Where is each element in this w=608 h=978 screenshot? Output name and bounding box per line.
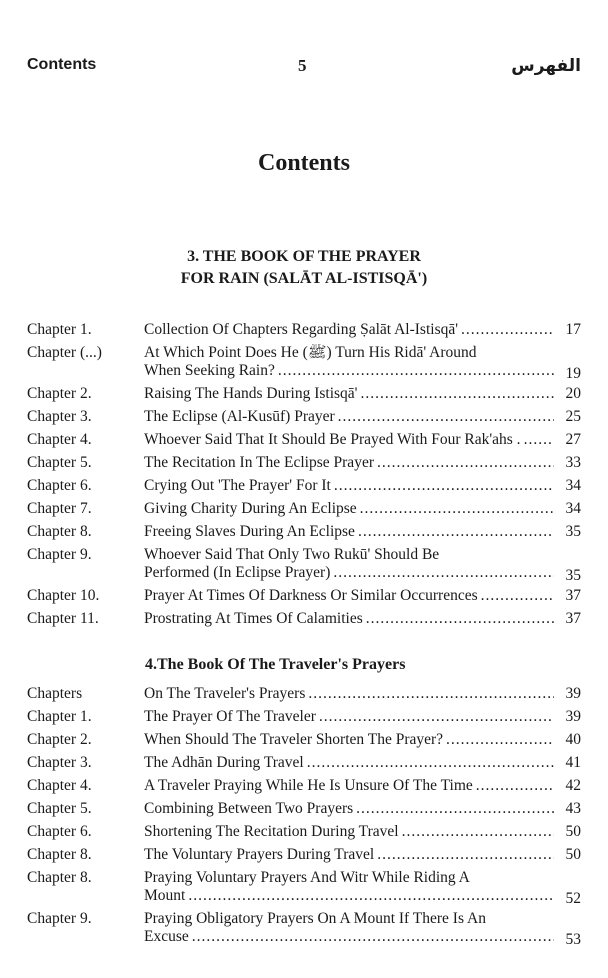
toc-page-number: 35 [565, 523, 581, 540]
toc-entry[interactable] [0, 754, 608, 777]
toc-entry-title-line: The Recitation In The Eclipse Prayer [144, 454, 374, 471]
toc-entry-title-line: Performed (In Eclipse Prayer) [144, 564, 331, 581]
toc-entry-title [144, 321, 554, 339]
toc-entry-title-line: Mount [144, 887, 186, 904]
dot-leader [333, 564, 554, 582]
toc-chapter-label: Chapter 9. [27, 910, 92, 927]
toc-entry-title [144, 754, 554, 772]
toc-chapter-label: Chapter 11. [27, 610, 99, 627]
toc-entry-title-line: When Should The Traveler Shorten The Prayer? [144, 731, 444, 748]
toc-page-number: 33 [565, 454, 581, 471]
toc-entry-title [144, 454, 554, 472]
page-title: Contents [257, 150, 350, 176]
toc-page-number: 19 [565, 365, 581, 382]
toc-chapter-label: Chapter 1. [27, 708, 92, 725]
toc-entry-title-line: Whoever Said That It Should Be Prayed With Four Rak'ahs . [144, 431, 521, 448]
toc-chapter-label: Chapter 2. [27, 385, 92, 402]
toc-entry-title-line: The Voluntary Prayers During Travel [144, 846, 375, 863]
toc-entry-title [144, 708, 554, 726]
toc-entry-title-line: Crying Out 'The Prayer' For It [144, 477, 331, 494]
dot-leader [356, 800, 554, 818]
toc-entry[interactable] [0, 708, 608, 731]
toc-entry-title [144, 823, 554, 841]
toc-entry[interactable] [0, 777, 608, 800]
dot-leader [278, 362, 554, 380]
section-heading-line: FOR RAIN (SALĀT AL-ISTISQĀ') [180, 270, 428, 287]
running-header-arabic: الفهرس [511, 56, 581, 76]
toc-chapter-label: Chapter 8. [27, 869, 92, 886]
toc-page-number: 52 [565, 890, 581, 907]
page-number: 5 [298, 56, 307, 75]
toc-entry-title-line: The Prayer Of The Traveler [144, 708, 316, 725]
dot-leader [360, 385, 554, 403]
toc-entry-title-line: Whoever Said That Only Two Rukū' Should Be [144, 546, 440, 563]
toc-chapter-label: Chapter 4. [27, 777, 92, 794]
dot-leader [446, 731, 554, 749]
toc-entry-title [144, 546, 554, 582]
toc-entry-title-line: Shortening The Recitation During Travel [144, 823, 399, 840]
toc-chapter-label: Chapter 3. [27, 754, 92, 771]
toc-page-number: 20 [565, 385, 581, 402]
toc-entry[interactable] [0, 408, 608, 431]
dot-leader [366, 610, 554, 628]
toc-entry-title [144, 431, 554, 449]
running-header-left: Contents [27, 56, 97, 73]
toc-entry-title-line: Prayer At Times Of Darkness Or Similar Occurrences [144, 587, 478, 604]
toc-entry[interactable] [0, 800, 608, 823]
toc-page-number: 50 [565, 846, 581, 863]
toc-entry[interactable] [0, 610, 608, 633]
toc-chapter-label: Chapter 9. [27, 546, 92, 563]
toc-entry[interactable] [0, 910, 608, 951]
toc-entry[interactable] [0, 846, 608, 869]
dot-leader [192, 928, 554, 946]
toc-entry-title [144, 500, 554, 518]
section-heading-line: 3. THE BOOK OF THE PRAYER [187, 248, 421, 265]
toc-entry[interactable] [0, 344, 608, 385]
toc-entry-title [144, 587, 554, 605]
toc-chapter-label: Chapter 1. [27, 321, 92, 338]
toc-page-number: 40 [565, 731, 581, 748]
toc-entry-title-line: Combining Between Two Prayers [144, 800, 354, 817]
toc-entry[interactable] [0, 869, 608, 910]
toc-entry-title-line: When Seeking Rain? [144, 362, 275, 379]
toc-entry-title-line: Prostrating At Times Of Calamities [144, 610, 363, 627]
toc-entry-title-line: Raising The Hands During Istisqā' [144, 385, 358, 402]
toc-entry-title [144, 477, 554, 495]
toc-chapter-label: Chapter 5. [27, 454, 92, 471]
toc-entry-title-line: The Eclipse (Al-Kusūf) Prayer [144, 408, 335, 425]
toc-page-number: 39 [565, 708, 581, 725]
section-heading-rain-prayer [0, 246, 608, 290]
toc-chapter-label: Chapter 6. [27, 477, 92, 494]
dot-leader [188, 887, 554, 905]
toc-chapter-label: Chapter 6. [27, 823, 92, 840]
toc-chapter-label: Chapter 5. [27, 800, 92, 817]
toc-page-number: 25 [565, 408, 581, 425]
toc-page-number: 50 [565, 823, 581, 840]
toc-page-number: 35 [565, 567, 581, 584]
toc-entry-title-line: Praying Obligatory Prayers On A Mount If There Is An [144, 910, 486, 927]
toc-entry[interactable] [0, 731, 608, 754]
toc-entry-title [144, 685, 554, 703]
toc-entry-title [144, 869, 554, 905]
toc-entry[interactable] [0, 385, 608, 408]
toc-entry[interactable] [0, 823, 608, 846]
dot-leader [334, 477, 554, 495]
toc-entry-title [144, 846, 554, 864]
toc-chapter-label: Chapter 8. [27, 523, 92, 540]
toc-entry-title-line: A Traveler Praying While He Is Unsure Of The Time [144, 777, 473, 794]
toc-page-number: 17 [565, 321, 581, 338]
toc-page-number: 43 [565, 800, 581, 817]
toc-entry-title-line: Freeing Slaves During An Eclipse [144, 523, 355, 540]
dot-leader [308, 685, 554, 703]
toc-chapter-label: Chapter (...) [27, 344, 102, 361]
toc-entry[interactable] [0, 431, 608, 454]
toc-entry-title [144, 800, 554, 818]
dot-leader [377, 846, 554, 864]
toc-chapter-label: Chapter 8. [27, 846, 92, 863]
toc-entry[interactable] [0, 500, 608, 523]
toc-entry[interactable] [0, 477, 608, 500]
toc-chapter-label: Chapters [27, 685, 83, 702]
toc-page-number: 39 [565, 685, 581, 702]
toc-entry[interactable] [0, 454, 608, 477]
toc-entry-title [144, 408, 554, 426]
toc-entry-title-line: Collection Of Chapters Regarding Ṣalāt Al-Istisqā' [144, 321, 459, 338]
toc-entry-title [144, 523, 554, 541]
toc-entry[interactable] [0, 546, 608, 587]
toc-entry[interactable] [0, 685, 608, 708]
toc-page-number: 34 [565, 500, 581, 517]
dot-leader [358, 523, 554, 541]
toc-page-number: 41 [565, 754, 581, 771]
toc-entry[interactable] [0, 587, 608, 610]
dot-leader [402, 823, 554, 841]
toc-entry-title [144, 344, 554, 380]
toc-chapter-label: Chapter 3. [27, 408, 92, 425]
toc-entry-title [144, 610, 554, 628]
toc-entry[interactable] [0, 321, 608, 344]
toc-page-number: 53 [565, 931, 581, 948]
dot-leader [319, 708, 554, 726]
toc-chapter-label: Chapter 2. [27, 731, 92, 748]
toc-page-number: 37 [565, 610, 581, 627]
toc-entry-title-line: At Which Point Does He (ﷺ) Turn His Ridā' Around [144, 344, 477, 361]
toc-entry-title-line: Giving Charity During An Eclipse [144, 500, 357, 517]
toc-entry-title [144, 777, 554, 795]
toc-entry-title-line: Excuse [144, 928, 189, 945]
toc-page-number: 34 [565, 477, 581, 494]
section-heading-traveler-prayers: 4.The Book Of The Traveler's Prayers [145, 656, 406, 673]
toc-chapter-label: Chapter 7. [27, 500, 92, 517]
toc-entry-title-line: On The Traveler's Prayers [144, 685, 306, 702]
dot-leader [360, 500, 554, 518]
toc-entry-title-line: Praying Voluntary Prayers And Witr While Riding A [144, 869, 470, 886]
dot-leader [307, 754, 554, 772]
toc-entry-title [144, 910, 554, 946]
toc-page-number: 42 [565, 777, 581, 794]
toc-chapter-label: Chapter 10. [27, 587, 100, 604]
dot-leader [377, 454, 554, 472]
toc-entry-title [144, 731, 554, 749]
toc-entry-title-line: The Adhān During Travel [144, 754, 304, 771]
dot-leader [338, 408, 554, 426]
toc-entry[interactable] [0, 523, 608, 546]
toc-entry-title [144, 385, 554, 403]
toc-page-number: 27 [565, 431, 581, 448]
toc-chapter-label: Chapter 4. [27, 431, 92, 448]
toc-page-number: 37 [565, 587, 581, 604]
